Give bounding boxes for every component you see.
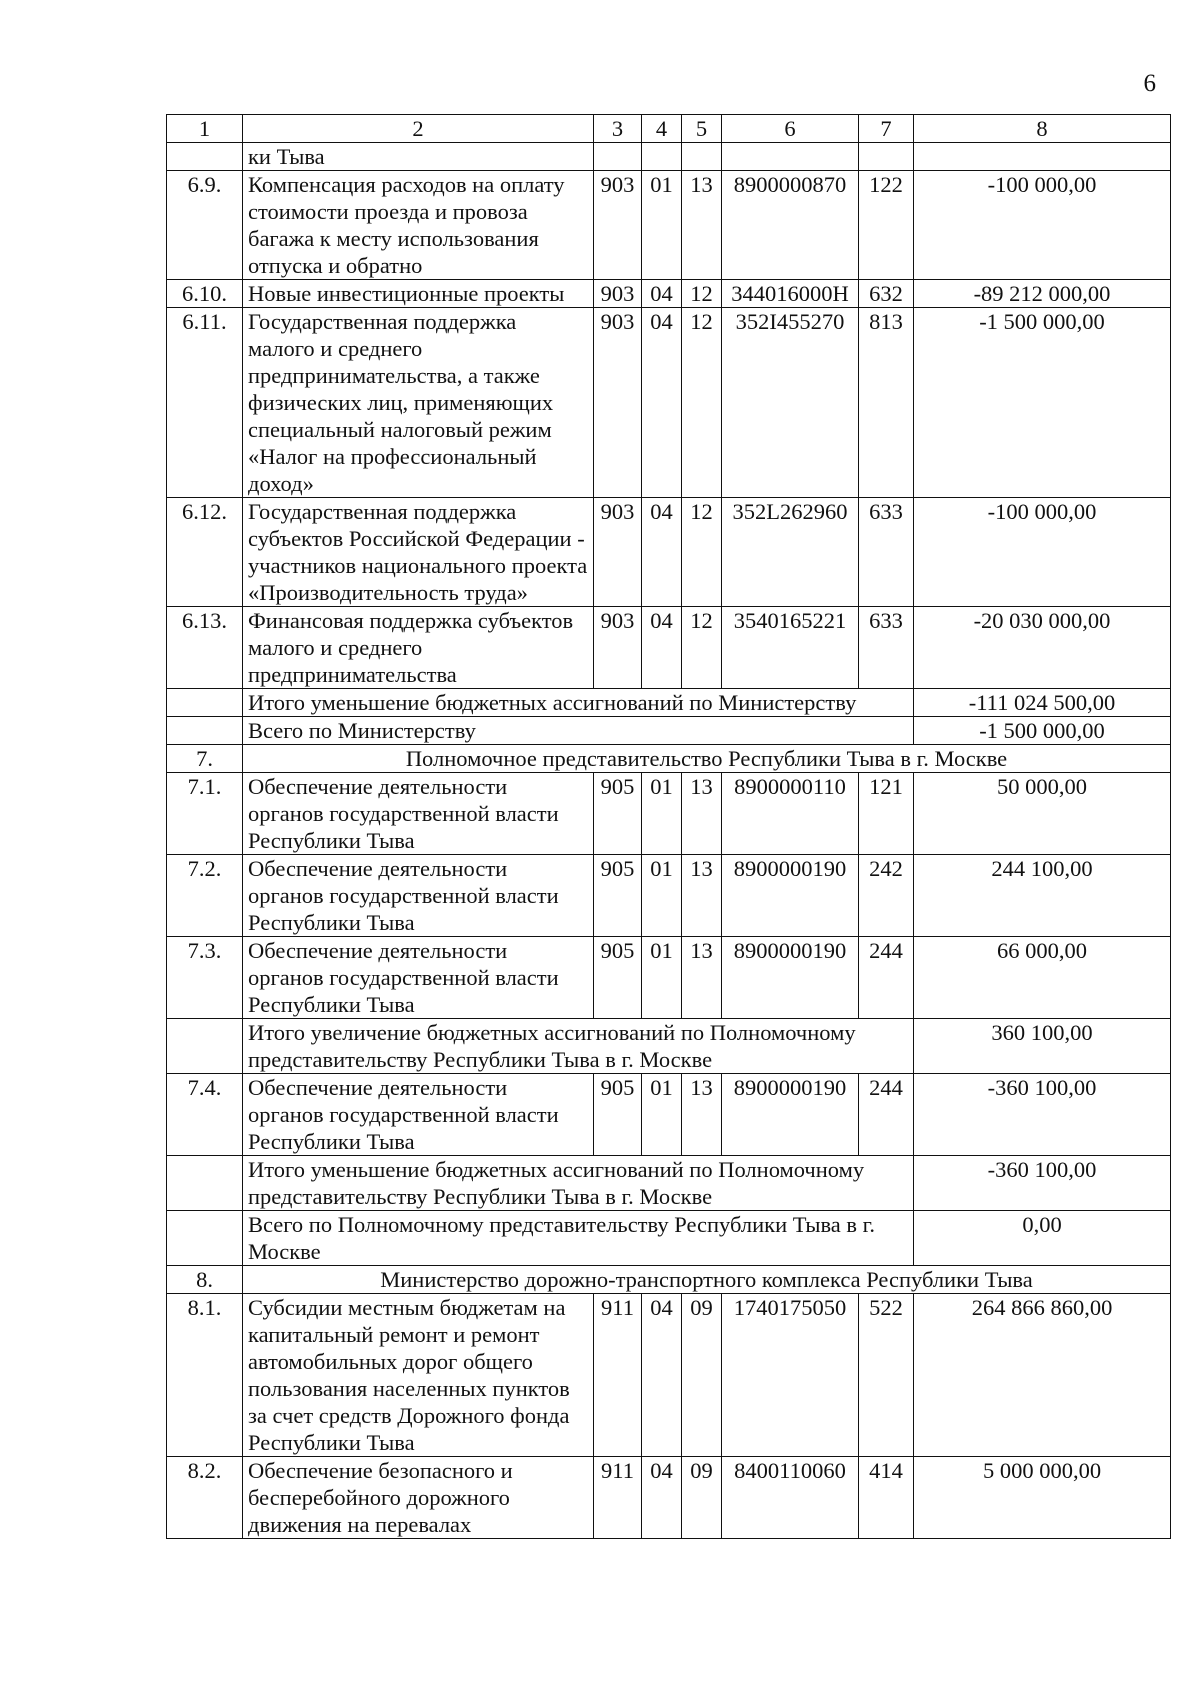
total-label: Итого уменьшение бюджетных ассигнований по Полномочному представительству Республики Тыва в г. Москве <box>243 1156 914 1211</box>
empty-cell <box>914 143 1171 171</box>
row-amount: -89 212 000,00 <box>914 280 1171 308</box>
header-cell: 1 <box>167 115 243 143</box>
row-number: 6.13. <box>167 607 243 689</box>
continuation-row <box>167 143 1171 171</box>
total-amount: -111 024 500,00 <box>914 689 1171 717</box>
code-col7: 813 <box>859 308 914 498</box>
row-name: Новые инвестиционные проекты <box>243 280 594 308</box>
code-col5: 09 <box>682 1294 722 1457</box>
header-cell: 4 <box>642 115 682 143</box>
code-col4: 04 <box>642 1457 682 1539</box>
row-amount: -100 000,00 <box>914 171 1171 280</box>
budget-table <box>166 114 1171 1539</box>
section-number: 8. <box>167 1266 243 1294</box>
total-label: Всего по Министерству <box>243 717 914 745</box>
total-row <box>167 689 1171 717</box>
total-row <box>167 1019 1171 1074</box>
empty-cell <box>682 143 722 171</box>
code-col5: 13 <box>682 1074 722 1156</box>
table-row <box>167 308 1171 498</box>
code-col5: 13 <box>682 773 722 855</box>
row-amount: 66 000,00 <box>914 937 1171 1019</box>
row-number <box>167 689 243 717</box>
row-number: 6.10. <box>167 280 243 308</box>
code-col6: 352I455270 <box>722 308 859 498</box>
code-col7: 122 <box>859 171 914 280</box>
total-label: Всего по Полномочному представительству Республики Тыва в г. Москве <box>243 1211 914 1266</box>
code-col3: 905 <box>594 1074 642 1156</box>
section-number: 7. <box>167 745 243 773</box>
total-row <box>167 1211 1171 1266</box>
code-col4: 04 <box>642 498 682 607</box>
row-amount: 5 000 000,00 <box>914 1457 1171 1539</box>
row-number: 7.3. <box>167 937 243 1019</box>
total-amount: 360 100,00 <box>914 1019 1171 1074</box>
section-row <box>167 1266 1171 1294</box>
code-col3: 903 <box>594 280 642 308</box>
row-name: Финансовая поддержка субъектов малого и среднего предпринимательства <box>243 607 594 689</box>
code-col6: 344016000H <box>722 280 859 308</box>
row-amount: 244 100,00 <box>914 855 1171 937</box>
header-cell: 5 <box>682 115 722 143</box>
row-number: 6.9. <box>167 171 243 280</box>
section-title: Полномочное представительство Республики Тыва в г. Москве <box>243 745 1171 773</box>
code-col5: 13 <box>682 171 722 280</box>
table-row <box>167 1294 1171 1457</box>
row-number: 8.2. <box>167 1457 243 1539</box>
row-number: 7.1. <box>167 773 243 855</box>
header-cell: 2 <box>243 115 594 143</box>
code-col3: 911 <box>594 1294 642 1457</box>
table-row <box>167 1457 1171 1539</box>
code-col3: 903 <box>594 607 642 689</box>
code-col3: 903 <box>594 308 642 498</box>
total-label: Итого увеличение бюджетных ассигнований по Полномочному представительству Республики Тыва в г. Москве <box>243 1019 914 1074</box>
header-row <box>167 115 1171 143</box>
code-col4: 01 <box>642 855 682 937</box>
header-cell: 6 <box>722 115 859 143</box>
page-number: 6 <box>1143 70 1156 97</box>
row-amount: -1 500 000,00 <box>914 308 1171 498</box>
code-col5: 13 <box>682 937 722 1019</box>
continuation-text: ки Тыва <box>243 143 594 171</box>
row-name: Компенсация расходов на оплату стоимости проезда и провоза багажа к месту использования отпуска и обратно <box>243 171 594 280</box>
code-col7: 244 <box>859 1074 914 1156</box>
code-col3: 903 <box>594 171 642 280</box>
row-name: Государственная поддержка субъектов Российской Федерации - участников национального проекта «Производительность труда» <box>243 498 594 607</box>
table-row <box>167 280 1171 308</box>
empty-cell <box>167 143 243 171</box>
code-col3: 905 <box>594 937 642 1019</box>
code-col3: 905 <box>594 855 642 937</box>
code-col7: 242 <box>859 855 914 937</box>
code-col7: 633 <box>859 607 914 689</box>
code-col4: 04 <box>642 1294 682 1457</box>
code-col4: 04 <box>642 308 682 498</box>
row-amount: -100 000,00 <box>914 498 1171 607</box>
total-amount: -360 100,00 <box>914 1156 1171 1211</box>
header-cell: 8 <box>914 115 1171 143</box>
row-amount: 50 000,00 <box>914 773 1171 855</box>
row-number <box>167 1211 243 1266</box>
code-col5: 13 <box>682 855 722 937</box>
table-row <box>167 855 1171 937</box>
row-number <box>167 1156 243 1211</box>
code-col7: 522 <box>859 1294 914 1457</box>
row-amount: -20 030 000,00 <box>914 607 1171 689</box>
table-row <box>167 937 1171 1019</box>
total-label: Итого уменьшение бюджетных ассигнований по Министерству <box>243 689 914 717</box>
code-col4: 04 <box>642 607 682 689</box>
code-col3: 903 <box>594 498 642 607</box>
table-row <box>167 171 1171 280</box>
code-col6: 1740175050 <box>722 1294 859 1457</box>
code-col5: 12 <box>682 308 722 498</box>
code-col6: 8900000190 <box>722 855 859 937</box>
row-name: Обеспечение безопасного и бесперебойного дорожного движения на перевалах <box>243 1457 594 1539</box>
code-col4: 01 <box>642 937 682 1019</box>
row-amount: 264 866 860,00 <box>914 1294 1171 1457</box>
row-number: 6.12. <box>167 498 243 607</box>
empty-cell <box>722 143 859 171</box>
code-col6: 3540165221 <box>722 607 859 689</box>
code-col7: 244 <box>859 937 914 1019</box>
total-row <box>167 1156 1171 1211</box>
empty-cell <box>594 143 642 171</box>
row-number: 7.4. <box>167 1074 243 1156</box>
row-name: Государственная поддержка малого и среднего предпринимательства, а также физических лиц, применяющих специальный налоговый режим «Налог на профессиональный доход» <box>243 308 594 498</box>
code-col4: 04 <box>642 280 682 308</box>
row-number <box>167 717 243 745</box>
code-col3: 905 <box>594 773 642 855</box>
row-number <box>167 1019 243 1074</box>
row-number: 6.11. <box>167 308 243 498</box>
section-title: Министерство дорожно-транспортного комплекса Республики Тыва <box>243 1266 1171 1294</box>
empty-cell <box>859 143 914 171</box>
code-col6: 8900000110 <box>722 773 859 855</box>
code-col7: 632 <box>859 280 914 308</box>
table-row <box>167 498 1171 607</box>
table-row <box>167 773 1171 855</box>
code-col5: 12 <box>682 607 722 689</box>
header-cell: 7 <box>859 115 914 143</box>
code-col7: 121 <box>859 773 914 855</box>
table-row <box>167 607 1171 689</box>
row-number: 8.1. <box>167 1294 243 1457</box>
row-amount: -360 100,00 <box>914 1074 1171 1156</box>
header-cell: 3 <box>594 115 642 143</box>
code-col7: 414 <box>859 1457 914 1539</box>
total-amount: 0,00 <box>914 1211 1171 1266</box>
code-col4: 01 <box>642 171 682 280</box>
section-row <box>167 745 1171 773</box>
row-name: Обеспечение деятельности органов государственной власти Республики Тыва <box>243 1074 594 1156</box>
row-name: Субсидии местным бюджетам на капитальный ремонт и ремонт автомобильных дорог общего пользования населенных пунктов за счет средств Дорожного фонда Республики Тыва <box>243 1294 594 1457</box>
total-amount: -1 500 000,00 <box>914 717 1171 745</box>
code-col7: 633 <box>859 498 914 607</box>
code-col6: 8900000190 <box>722 937 859 1019</box>
code-col6: 8900000190 <box>722 1074 859 1156</box>
code-col5: 12 <box>682 498 722 607</box>
table-row <box>167 1074 1171 1156</box>
code-col3: 911 <box>594 1457 642 1539</box>
row-name: Обеспечение деятельности органов государственной власти Республики Тыва <box>243 855 594 937</box>
code-col4: 01 <box>642 1074 682 1156</box>
code-col5: 09 <box>682 1457 722 1539</box>
code-col6: 8400110060 <box>722 1457 859 1539</box>
code-col5: 12 <box>682 280 722 308</box>
row-name: Обеспечение деятельности органов государственной власти Республики Тыва <box>243 937 594 1019</box>
code-col6: 352L262960 <box>722 498 859 607</box>
row-name: Обеспечение деятельности органов государственной власти Республики Тыва <box>243 773 594 855</box>
row-number: 7.2. <box>167 855 243 937</box>
empty-cell <box>642 143 682 171</box>
code-col6: 8900000870 <box>722 171 859 280</box>
code-col4: 01 <box>642 773 682 855</box>
total-row <box>167 717 1171 745</box>
